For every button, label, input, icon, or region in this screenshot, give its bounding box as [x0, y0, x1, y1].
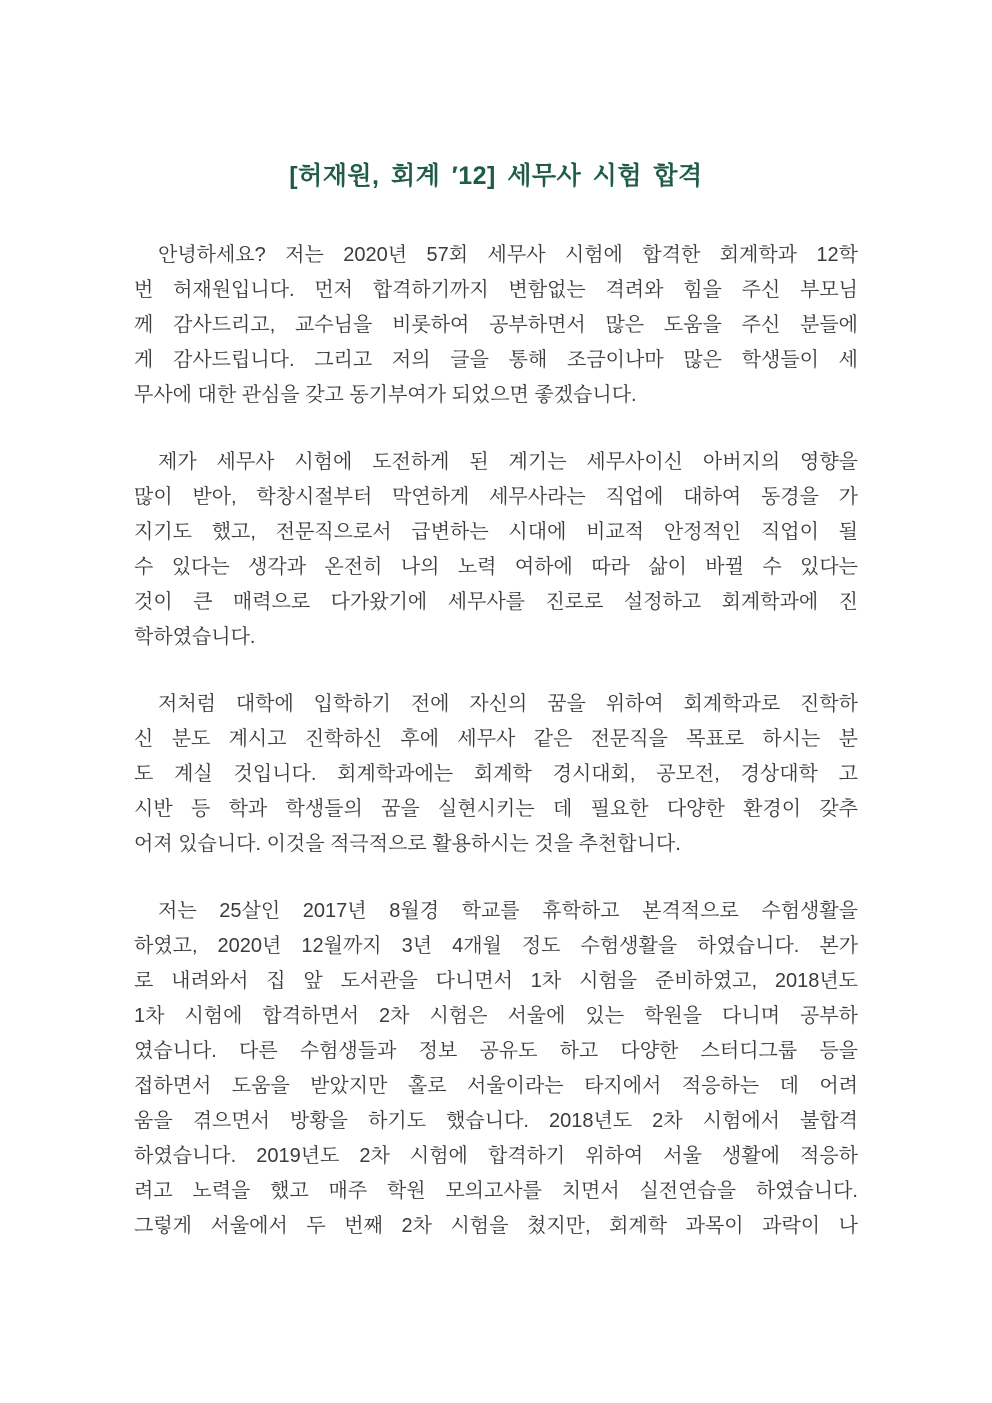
text-line: 하였습니다. 2019년도 2차 시험에 합격하기 위하여 서울 생활에 적응하	[134, 1145, 858, 1167]
text-line: 것이 큰 매력으로 다가왔기에 세무사를 진로로 설정하고 회계학과에 진	[134, 591, 858, 613]
paragraph	[134, 445, 858, 655]
text-line: 신 분도 계시고 진학하신 후에 세무사 같은 전문직을 목표로 하시는 분	[134, 728, 858, 750]
page-title: [허재원, 회계 ′12] 세무사 시험 합격	[289, 162, 703, 190]
text-line: 려고 노력을 했고 매주 학원 모의고사를 치면서 실전연습을 하였습니다.	[134, 1180, 858, 1202]
text-line: 저처럼 대학에 입학하기 전에 자신의 꿈을 위하여 회계학과로 진학하	[158, 693, 858, 715]
document-content	[134, 0, 858, 1244]
text-line: 안녕하세요? 저는 2020년 57회 세무사 시험에 합격한 회계학과 12학	[158, 244, 858, 266]
text-line: 수 있다는 생각과 온전히 나의 노력 여하에 따라 삶이 바뀔 수 있다는	[134, 556, 858, 578]
text-line: 접하면서 도움을 받았지만 홀로 서울이라는 타지에서 적응하는 데 어려	[134, 1075, 858, 1097]
text-line: 로 내려와서 집 앞 도서관을 다니면서 1차 시험을 준비하였고, 2018년도	[134, 970, 858, 992]
text-line: 무사에 대한 관심을 갖고 동기부여가 되었으면 좋겠습니다.	[134, 384, 637, 406]
text-line: 지기도 했고, 전문직으로서 급변하는 시대에 비교적 안정적인 직업이 될	[134, 521, 858, 543]
text-line: 게 감사드립니다. 그리고 저의 글을 통해 조금이나마 많은 학생들이 세	[134, 349, 858, 371]
text-line: 그렇게 서울에서 두 번째 2차 시험을 쳤지만, 회계학 과목이 과락이 나	[134, 1215, 858, 1237]
text-line: 께 감사드리고, 교수님을 비롯하여 공부하면서 많은 도움을 주신 분들에	[134, 314, 858, 336]
text-line: 움을 겪으면서 방황을 하기도 했습니다. 2018년도 2차 시험에서 불합격	[134, 1110, 858, 1132]
paragraph	[134, 687, 858, 862]
document-body	[134, 238, 858, 1244]
text-line: 1차 시험에 합격하면서 2차 시험은 서울에 있는 학원을 다니며 공부하	[134, 1005, 858, 1027]
text-line: 제가 세무사 시험에 도전하게 된 계기는 세무사이신 아버지의 영향을	[158, 451, 858, 473]
text-line: 많이 받아, 학창시절부터 막연하게 세무사라는 직업에 대하여 동경을 가	[134, 486, 858, 508]
text-line: 번 허재원입니다. 먼저 합격하기까지 변함없는 격려와 힘을 주신 부모님	[134, 279, 858, 301]
text-line: 어져 있습니다. 이것을 적극적으로 활용하시는 것을 추천합니다.	[134, 833, 681, 855]
text-line: 학하였습니다.	[134, 626, 256, 648]
text-line: 저는 25살인 2017년 8월경 학교를 휴학하고 본격적으로 수험생활을	[158, 900, 858, 922]
paragraph	[134, 894, 858, 1244]
text-line: 하였고, 2020년 12월까지 3년 4개월 정도 수험생활을 하였습니다. 본가	[134, 935, 858, 957]
text-line: 시반 등 학과 학생들의 꿈을 실현시키는 데 필요한 다양한 환경이 갖추	[134, 798, 858, 820]
paragraph	[134, 238, 858, 413]
text-line: 도 계실 것입니다. 회계학과에는 회계학 경시대회, 공모전, 경상대학 고	[134, 763, 858, 785]
text-line: 였습니다. 다른 수험생들과 정보 공유도 하고 다양한 스터디그룹 등을	[134, 1040, 858, 1062]
